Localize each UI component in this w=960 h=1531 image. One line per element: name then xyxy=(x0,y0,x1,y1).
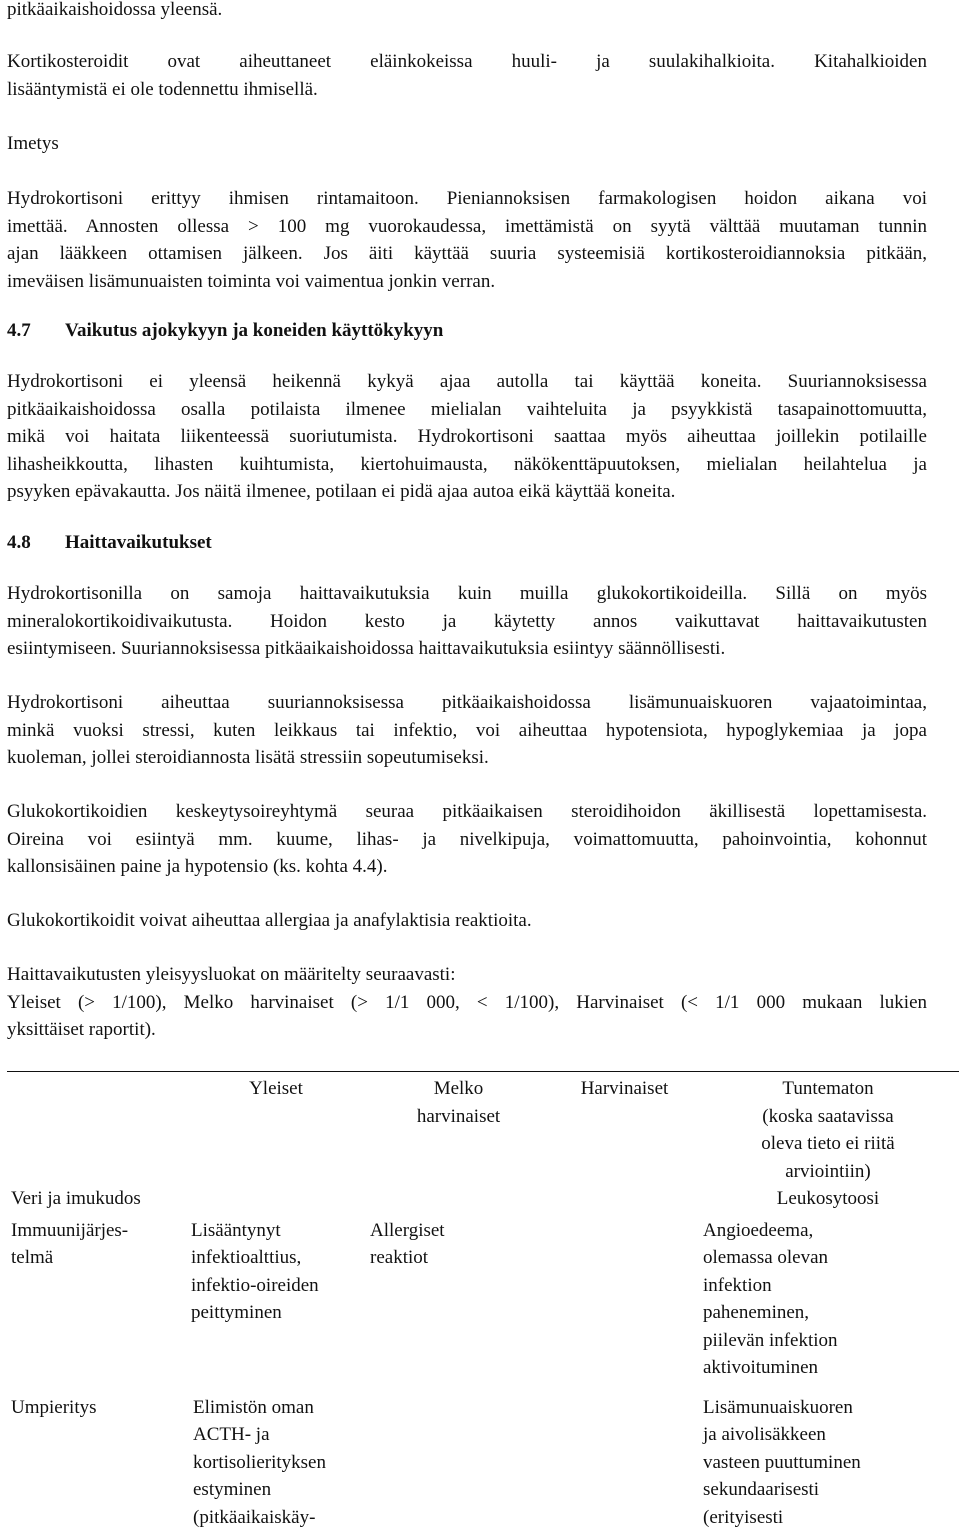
header-unknown: Tuntematon (koska saatavissa oleva tieto ei riitä arviointiin) xyxy=(697,1072,959,1185)
text-line: pitkäaikaishoidossa osalla potilaista ilmenee mielialan vaihteluita ja psyykkistä tasapainottomuutta, xyxy=(7,396,927,424)
paragraph-withdrawal xyxy=(7,798,927,881)
unknown-cell: Leukosytoosi xyxy=(697,1185,959,1213)
rare-cell xyxy=(552,1185,697,1213)
table-row xyxy=(7,1185,959,1213)
section-number: 4.8 xyxy=(7,529,65,557)
text-line: mineralokortikoidivaikutusta. Hoidon kesto ja käytetty annos vaikuttavat haittavaikutusten xyxy=(7,608,927,636)
text-line: psyyken epävakautta. Jos näitä ilmenee, potilaan ei pidä ajaa autoa eikä käyttää koneita. xyxy=(7,478,927,506)
unknown-cell: Angioedeema, olemassa olevan infektion paheneminen, piilevän infektion aktivoituminen xyxy=(697,1213,959,1382)
text-line: lihasheikkoutta, lihasten kuihtumista, kiertohuimausta, näkökenttäpuutoksen, mielialan heilahtelua ja xyxy=(7,451,927,479)
section-4-7-heading xyxy=(7,317,443,345)
section-title: Vaikutus ajokykyyn ja koneiden käyttökykyyn xyxy=(65,320,443,341)
paragraph-allergy: Glukokortikoidit voivat aiheuttaa allergiaa ja anafylaktisia reaktioita. xyxy=(7,907,927,935)
text-line: imeväisen lisämunuaisten toiminta voi vaimentua jonkin verran. xyxy=(7,268,927,296)
paragraph-driving xyxy=(7,368,927,506)
unknown-cell: Lisämunuaiskuoren ja aivolisäkkeen vasteen puuttuminen sekundaarisesti (erityisesti xyxy=(697,1382,959,1531)
text-line: kallonsisäinen paine ja hypotensio (ks. kohta 4.4). xyxy=(7,853,927,881)
text-line: lisääntymistä ei ole todennettu ihmisellä. xyxy=(7,76,927,104)
section-number: 4.7 xyxy=(7,317,65,345)
organ-cell: Immuunijärjes- telmä xyxy=(7,1213,187,1382)
text-line: Hydrokortisonilla on samoja haittavaikutuksia kuin muilla glukokortikoideilla. Sillä on myös xyxy=(7,580,927,608)
text-line: Yleiset (> 1/100), Melko harvinaiset (> 1/1 000, < 1/100), Harvinaiset (< 1/1 000 mukaan lukien xyxy=(7,989,927,1017)
organ-cell: Veri ja imukudos xyxy=(7,1185,187,1213)
common-cell: Elimistön oman ACTH- ja kortisolierityksen estyminen (pitkäaikaiskäy- xyxy=(187,1382,365,1531)
text-line: Glukokortikoidien keskeytysoireyhtymä seuraa pitkäaikaisen steroidihoidon äkillisestä lopettamisesta. xyxy=(7,798,927,826)
common-cell: Lisääntynyt infektioalttius, infektio-oireiden peittyminen xyxy=(187,1213,365,1382)
text-line: Hydrokortisoni erittyy ihmisen rintamaitoon. Pieniannoksisen farmakologisen hoidon aikana voi xyxy=(7,185,927,213)
rare-cell xyxy=(552,1382,697,1531)
text-line: kuoleman, jollei steroidiannosta lisätä stressiin sopeutumiseksi. xyxy=(7,744,927,772)
organ-cell: Umpieritys xyxy=(7,1382,187,1531)
header-common: Yleiset xyxy=(187,1072,365,1185)
rare-cell xyxy=(552,1213,697,1382)
header-organ-class xyxy=(7,1072,187,1185)
table-row xyxy=(7,1213,959,1382)
text-line: minkä vuoksi stressi, kuten leikkaus tai infektio, voi aiheuttaa hypotensiota, hypoglykemiaa ja jopa xyxy=(7,717,927,745)
text-line: Oireina voi esiintyä mm. kuume, lihas- ja nivelkipuja, voimattomuutta, pahoinvointia, kohonnut xyxy=(7,826,927,854)
paragraph-pregnancy-end: pitkäaikaishoidossa yleensä. xyxy=(7,0,927,24)
text-line: esiintymiseen. Suuriannoksisessa pitkäaikaishoidossa haittavaikutuksia esiintyy säännöllisesti. xyxy=(7,635,927,663)
section-title: Haittavaikutukset xyxy=(65,532,212,553)
imetys-heading: Imetys xyxy=(7,130,927,158)
paragraph-animal-studies xyxy=(7,48,927,103)
uncommon-cell xyxy=(365,1185,552,1213)
text-line: Hydrokortisoni ei yleensä heikennä kykyä ajaa autolla tai käyttää koneita. Suuriannoksisessa xyxy=(7,368,927,396)
paragraph-breastfeeding xyxy=(7,185,927,295)
text-line: Hydrokortisoni aiheuttaa suuriannoksisessa pitkäaikaishoidossa lisämunuaiskuoren vajaatoimintaa, xyxy=(7,689,927,717)
table-header-row xyxy=(7,1072,959,1185)
uncommon-cell: Allergiset reaktiot xyxy=(365,1213,552,1382)
paragraph-adrenal-insufficiency xyxy=(7,689,927,772)
text-line: ajan lääkkeen ottamisen jälkeen. Jos äiti käyttää suuria systeemisiä kortikosteroidiannoksia pitkään, xyxy=(7,240,927,268)
paragraph-adverse-effects-intro xyxy=(7,580,927,663)
table-row xyxy=(7,1382,959,1531)
text-line: Haittavaikutusten yleisyysluokat on määritelty seuraavasti: xyxy=(7,961,927,989)
adverse-effects-table xyxy=(7,1071,959,1531)
text-line: yksittäiset raportit). xyxy=(7,1016,927,1044)
uncommon-cell xyxy=(365,1382,552,1531)
section-4-8-heading xyxy=(7,529,212,557)
header-rare: Harvinaiset xyxy=(552,1072,697,1185)
text-line: Kortikosteroidit ovat aiheuttaneet eläinkokeissa huuli- ja suulakihalkioita. Kitahalkioiden xyxy=(7,48,927,76)
text-line: mikä voi haitata liikenteessä suoriutumista. Hydrokortisoni saattaa myös aiheuttaa joillekin potilaille xyxy=(7,423,927,451)
common-cell xyxy=(187,1185,365,1213)
paragraph-frequency xyxy=(7,961,927,1044)
header-uncommon: Melko harvinaiset xyxy=(365,1072,552,1185)
text-line: imettää. Annosten ollessa > 100 mg vuorokaudessa, imettämistä on syytä välttää muutaman tunnin xyxy=(7,213,927,241)
